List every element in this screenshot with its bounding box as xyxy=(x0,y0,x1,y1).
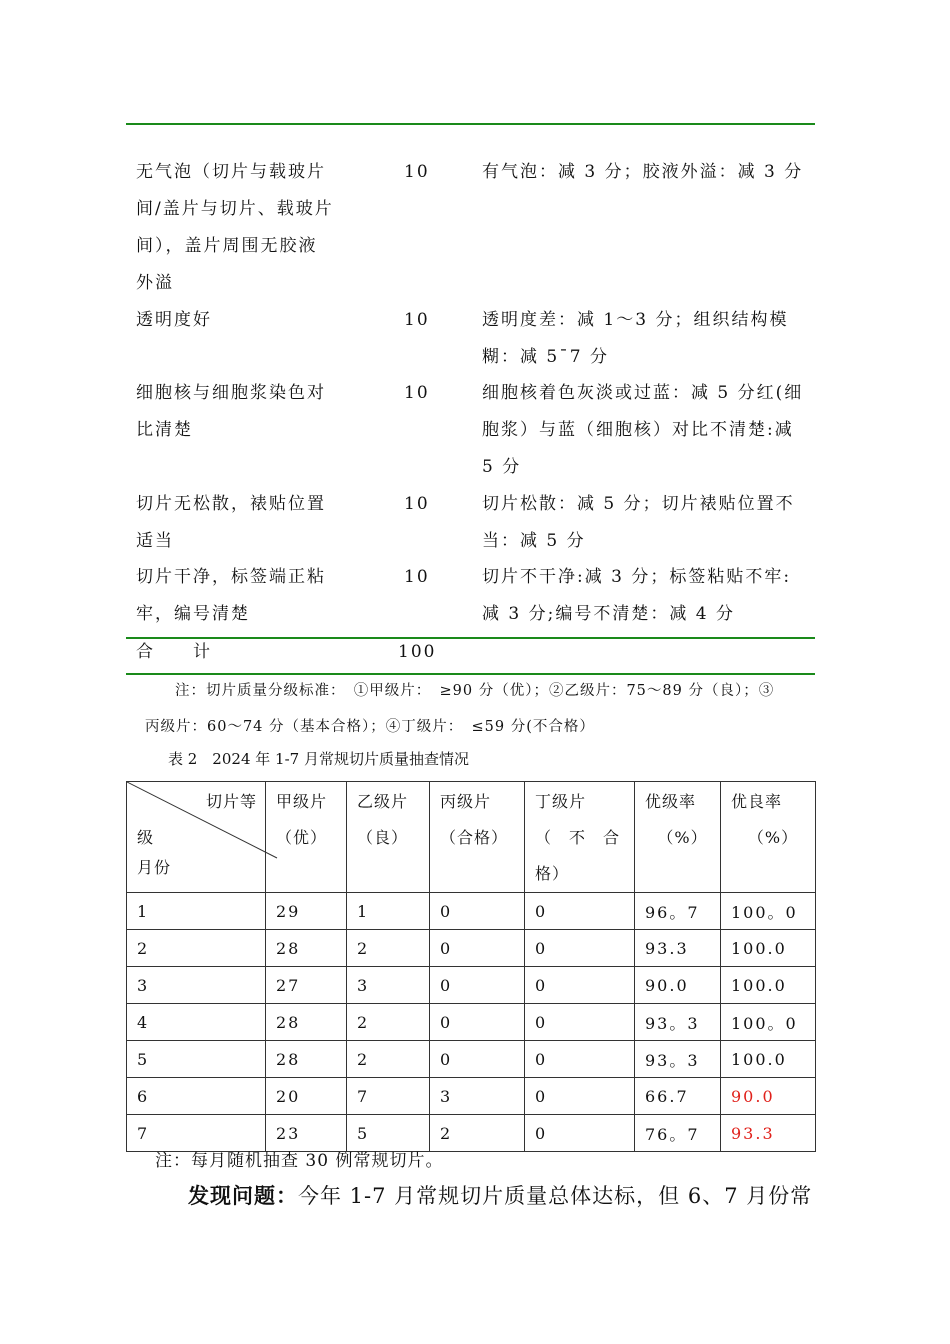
criteria-deduction: 有气泡：减 3 分；胶液外溢：减 3 分 xyxy=(482,162,804,182)
criteria-item: 无气泡（切片与载玻片 间/盖片与切片、载玻片 间），盖片周围无胶液 外溢 xyxy=(136,162,334,293)
grading-note-line-2: 丙级片：60～74 分（基本合格）；④丁级片： ≤59 分(不合格） xyxy=(145,719,595,735)
sampling-note: 注：每月随机抽查 30 例常规切片。 xyxy=(155,1151,444,1171)
header-grade-a: 甲级片 （优） xyxy=(266,782,347,893)
criteria-score: 10 xyxy=(404,162,430,182)
header-grade-b: 乙级片 （良） xyxy=(347,782,430,893)
table-row: 7 23 5 2 0 76。7 93.3 xyxy=(127,1115,816,1152)
criteria-item: 细胞核与细胞浆染色对 比清楚 xyxy=(136,383,326,440)
header-good-rate: 优良率 （%） xyxy=(721,782,816,893)
criteria-item: 切片干净，标签端正粘 牢，编号清楚 xyxy=(136,567,326,624)
criteria-score: 10 xyxy=(404,310,430,330)
monthly-quality-table xyxy=(126,781,816,1152)
total-label: 合 计 xyxy=(136,642,212,662)
table-top-rule xyxy=(126,123,815,125)
criteria-score: 10 xyxy=(404,494,430,514)
criteria-deduction: 切片松散：减 5 分；切片裱贴位置不 当：减 5 分 xyxy=(482,494,795,551)
findings-text: 今年 1-7 月常规切片质量总体达标，但 6、7 月份常 xyxy=(298,1184,813,1208)
header-grade-d: 丁级片 （ 不 合 格） xyxy=(525,782,635,893)
table-header-row xyxy=(127,782,816,893)
criteria-item: 透明度好 xyxy=(136,310,212,330)
highlighted-rate: 90.0 xyxy=(721,1078,816,1115)
criteria-deduction: 透明度差：减 1～3 分；组织结构模 糊：减 5¯7 分 xyxy=(482,310,789,367)
table-row: 2 28 2 0 0 93.3 100.0 xyxy=(127,930,816,967)
table-row: 6 20 7 3 0 66.7 90.0 xyxy=(127,1078,816,1115)
table-row: 3 27 3 0 0 90.0 100.0 xyxy=(127,967,816,1004)
grading-note-line-1: 注：切片质量分级标准： ①甲级片： ≥90 分（优）；②乙级片：75～89 分（良）；③ xyxy=(175,683,775,699)
table-total-rule xyxy=(126,637,815,639)
criteria-item: 切片无松散，裱贴位置 适当 xyxy=(136,494,326,551)
corner-header: 切片等 级 月份 xyxy=(127,782,266,893)
criteria-score: 10 xyxy=(404,383,430,403)
criteria-deduction: 细胞核着色灰淡或过蓝：减 5 分红(细 胞浆）与蓝（细胞核）对比不清楚:减 5 分 xyxy=(482,383,804,477)
table-row: 5 28 2 0 0 93。3 100.0 xyxy=(127,1041,816,1078)
header-excellent-rate: 优级率 （%） xyxy=(635,782,721,893)
criteria-deduction: 切片不干净:减 3 分；标签粘贴不牢: 减 3 分;编号不清楚：减 4 分 xyxy=(482,567,792,624)
findings-label: 发现问题： xyxy=(188,1183,298,1208)
table-caption: 表 2 2024 年 1-7 月常规切片质量抽查情况 xyxy=(168,750,469,768)
table-row: 1 29 1 0 0 96。7 100。0 xyxy=(127,893,816,930)
header-grade-c: 丙级片 （合格） xyxy=(430,782,525,893)
table-row: 4 28 2 0 0 93。3 100。0 xyxy=(127,1004,816,1041)
criteria-score: 10 xyxy=(404,567,430,587)
highlighted-rate: 93.3 xyxy=(721,1115,816,1152)
findings-paragraph xyxy=(188,1180,812,1210)
total-value: 100 xyxy=(398,642,437,662)
